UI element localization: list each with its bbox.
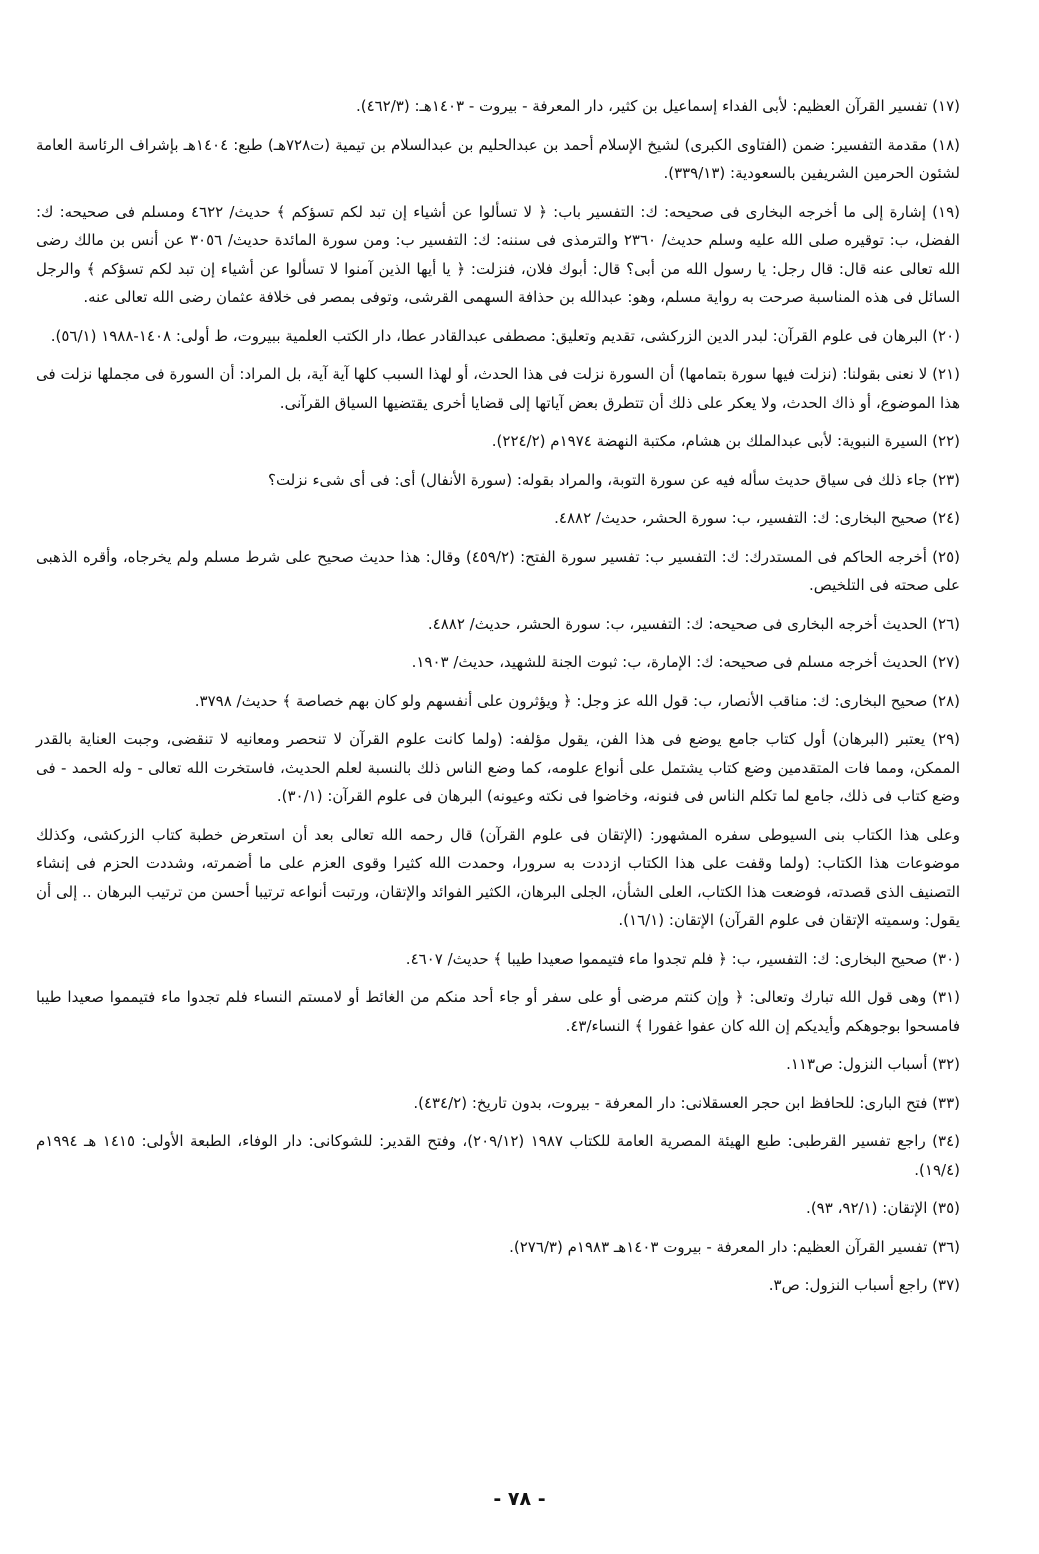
footnote-28: (٢٨) صحيح البخارى: ك: مناقب الأنصار، ب: قول الله عز وجل: ﴿ ويؤثرون على أنفسهم ولو كان بهم خصاصة ﴾ حديث/ ٣٧٩٨.	[194, 691, 960, 710]
footnote-22: (٢٢) السيرة النبوية: لأبى عبدالملك بن هشام، مكتبة النهضة ١٩٧٤م (٢٢٤/٢).	[491, 432, 960, 450]
footnote-20: (٢٠) البرهان فى علوم القرآن: لبدر الدين الزركشى، تقديم وتعليق: مصطفى عبدالقادر عطا، دار الكتب العلمية ببيروت، ط أولى: ١٤٠٨-١٩٨٨ (٥٦/١).	[50, 326, 960, 345]
footnote-26: (٢٦) الحديث أخرجه البخارى فى صحيحه: ك: التفسير، ب: سورة الحشر، حديث/ ٤٨٨٢.	[427, 614, 960, 633]
footnote-18: (١٨) مقدمة التفسير: ضمن (الفتاوى الكبرى) لشيخ الإسلام أحمد بن عبدالحليم بن عبدالسلام بن تيمية (ت٧٢٨هـ) طبع: ١٤٠٤هـ بإشراف الرئاسة العامة لشئون الحرمين الشريفين بالسعودية: (٣٣٩/١٣).	[36, 135, 960, 182]
footnote-36: (٣٦) تفسير القرآن العظيم: دار المعرفة - بيروت ١٤٠٣هـ ١٩٨٣م (٢٧٦/٣).	[509, 1237, 960, 1256]
footnote-29: (٢٩) يعتبر (البرهان) أول كتاب جامع يوضع فى هذا الفن، يقول مؤلفه: (ولما كانت علوم القرآن لا تنحصر ومعانيه لا تنقضى، وجبت العناية بالقدر الممكن، ومما فات المتقدمين وضع كتاب يشتمل على أنواع علومه، كما وضع الناس ذلك بالنسبة لعلم الحديث، فاستخرت الله تعالى - وله الحمد - فى وضع كتاب فى ذلك، جامع لما تكلم الناس فى فنونه، وخاضوا فى نكته وعيونه) البرهان فى علوم القرآن: (٣٠/١).	[36, 730, 960, 805]
footnote-27: (٢٧) الحديث أخرجه مسلم فى صحيحه: ك: الإمارة، ب: ثبوت الجنة للشهيد، حديث/ ١٩٠٣.	[411, 653, 960, 671]
footnote-24: (٢٤) صحيح البخارى: ك: التفسير، ب: سورة الحشر، حديث/ ٤٨٨٢.	[554, 509, 960, 527]
footnote-25: (٢٥) أخرجه الحاكم فى المستدرك: ك: التفسير ب: تفسير سورة الفتح: (٤٥٩/٢) وقال: هذا حديث صحيح على شرط مسلم ولم يخرجاه، وأقره الذهبى على صحته فى التلخيص.	[36, 547, 960, 594]
footnote-34: (٣٤) راجع تفسير القرطبى: طبع الهيئة المصرية العامة للكتاب ١٩٨٧ (٢٠٩/١٢)، وفتح القدير: للشوكانى: دار الوفاء، الطبعة الأولى: ١٤١٥ هـ ١٩٩٤م (١٩/٤).	[36, 1132, 961, 1179]
footnote-37: (٣٧) راجع أسباب النزول: ص٣.	[768, 1276, 960, 1294]
footnote-23: (٢٣) جاء ذلك فى سياق حديث سأله فيه عن سورة التوبة، والمراد بقوله: (سورة الأنفال) أى: فى أى شىء نزلت؟	[267, 470, 960, 489]
page-number: - ٧٨ -	[493, 1488, 546, 1510]
footnote-19: (١٩) إشارة إلى ما أخرجه البخارى فى صحيحه: ك: التفسير باب: ﴿ لا تسألوا عن أشياء إن تبد لكم تسؤكم ﴾ حديث/ ٤٦٢٢ ومسلم فى صحيحه: ك: الفضل، ب: توقيره صلى الله عليه وسلم حديث/ ٢٣٦٠ والترمذى فى سننه: ك: التفسير ب: ومن سورة المائدة حديث/ ٣٠٥٦ عن أنس بن مالك رضى الله تعالى عنه قال: قال رجل: يا رسول الله من أبى؟ قال: أبوك فلان، فنزلت: ﴿ يا أيها الذين آمنوا لا تسألوا عن أشياء إن تبد لكم تسؤكم ﴾ والرجل السائل فى هذه المناسبة صرحت به رواية مسلم، وهو: عبدالله بن حذافة السهمى القرشى، وتوفى بمصر فى خلافة عثمان رضى الله تعالى عنه.	[36, 202, 960, 306]
footnote-35: (٣٥) الإتقان: (٩٢/١، ٩٣).	[806, 1199, 960, 1217]
footnote-31: (٣١) وهى قول الله تبارك وتعالى: ﴿ وإن كنتم مرضى أو على سفر أو جاء أحد منكم من الغائط أو لامستم النساء فلم تجدوا ماء فتيمموا صعيدا طيبا فامسحوا بوجوهكم وأيديكم إن الله كان عفوا غفورا ﴾ النساء/٤٣.	[36, 988, 960, 1035]
footnotes-section	[36, 92, 960, 1310]
footnote-21: (٢١) لا نعنى بقولنا: (نزلت فيها سورة بتمامها) أن السورة نزلت فى هذا الحدث، أو لهذا السبب كلها آية آية، بل المراد: أن السورة فى مجملها نزلت فى هذا الموضوع، أو ذاك الحدث، ولا يعكر على ذلك أن تتطرق بعض آياتها إلى قضايا أخرى يقتضيها السياق القرآنى.	[36, 365, 960, 412]
footnote-29-continuation: وعلى هذا الكتاب بنى السيوطى سفره المشهور: (الإتقان فى علوم القرآن) قال رحمه الله تعالى بعد أن استعرض خطبة كتاب الزركشى، وكذلك موضوعات هذا الكتاب: (ولما وقفت على هذا الكتاب ازددت به سرورا، وحمدت الله كثيرا وقوى العزم على ما أضمرته، وشددت الحزم فى إنشاء التصنيف الذى قصدته، فوضعت هذا الكتاب، العلى الشأن، الجلى البرهان، الكثير الفوائد والإتقان، ورتبت أنواعه ترتيبا أحسن من ترتيب البرهان .. إلى أن يقول: وسميته الإتقان فى علوم القرآن) الإتقان: (١٦/١).	[36, 825, 960, 929]
footnote-30: (٣٠) صحيح البخارى: ك: التفسير، ب: ﴿ فلم تجدوا ماء فتيمموا صعيدا طيبا ﴾ حديث/ ٤٦٠٧.	[405, 949, 960, 968]
footnote-33: (٣٣) فتح البارى: للحافظ ابن حجر العسقلانى: دار المعرفة - بيروت، بدون تاريخ: (٤٣٤/٢).	[413, 1093, 960, 1112]
footnote-17: (١٧) تفسير القرآن العظيم: لأبى الفداء إسماعيل بن كثير، دار المعرفة - بيروت - ١٤٠٣هـ: (٤٦٢/٣).	[355, 97, 960, 115]
footnote-32: (٣٢) أسباب النزول: ص١١٣.	[786, 1055, 960, 1073]
